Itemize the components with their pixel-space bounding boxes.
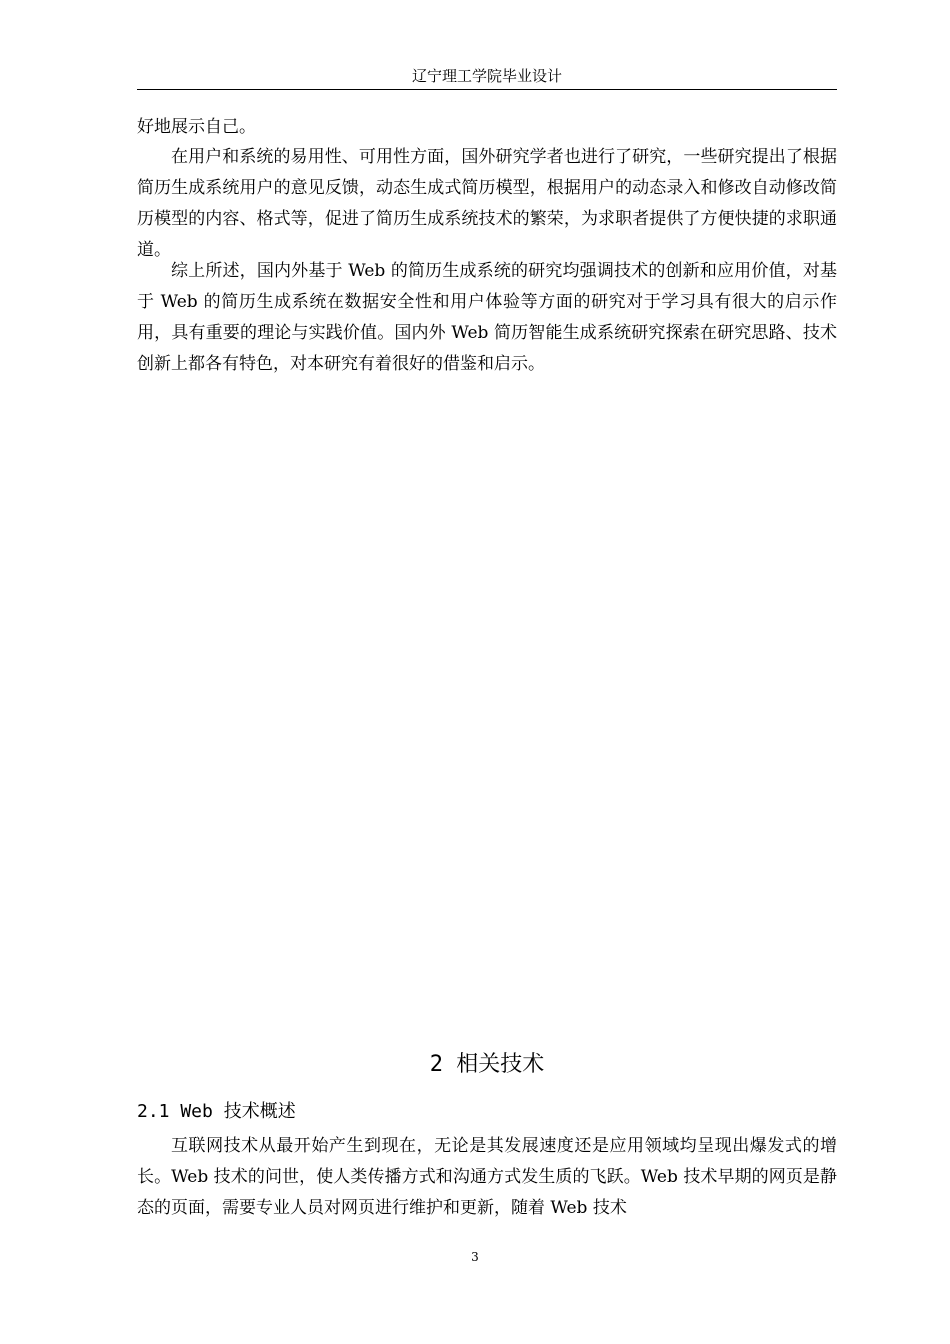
- header-title: 辽宁理工学院毕业设计: [411, 67, 562, 85]
- section-title: 2.1 Web 技术概述: [137, 1101, 296, 1122]
- paragraph-usability: 在用户和系统的易用性、可用性方面，国外研究学者也进行了研究，一些研究提出了根据简历生成系统用户的意见反馈，动态生成式简历模型，根据用户的动态录入和修改自动修改简历模型的内容、格式等，促进了简历生成系统技术的繁荣，为求职者提供了方便快捷的求职通道。: [137, 147, 837, 260]
- page-number: 3: [471, 1250, 479, 1264]
- chapter-title: 2 相关技术: [429, 1052, 545, 1077]
- page-header: [137, 64, 837, 90]
- paragraph-continuation: 好地展示自己。: [137, 117, 256, 137]
- paragraph-summary: 综上所述，国内外基于 Web 的简历生成系统的研究均强调技术的创新和应用价值，对基于 Web 的简历生成系统在数据安全性和用户体验等方面的研究对于学习具有很大的启示作用，具有重要的理论与实践价值。国内外 Web 简历智能生成系统研究探索在研究思路、技术创新上都各有特色，对本研究有着很好的借鉴和启示。: [137, 261, 837, 374]
- paragraph-web-overview: 互联网技术从最开始产生到现在，无论是其发展速度还是应用领域均呈现出爆发式的增长。Web 技术的问世，使人类传播方式和沟通方式发生质的飞跃。Web 技术早期的网页是静态的页面，需要专业人员对网页进行维护和更新，随着 Web 技术: [137, 1136, 837, 1218]
